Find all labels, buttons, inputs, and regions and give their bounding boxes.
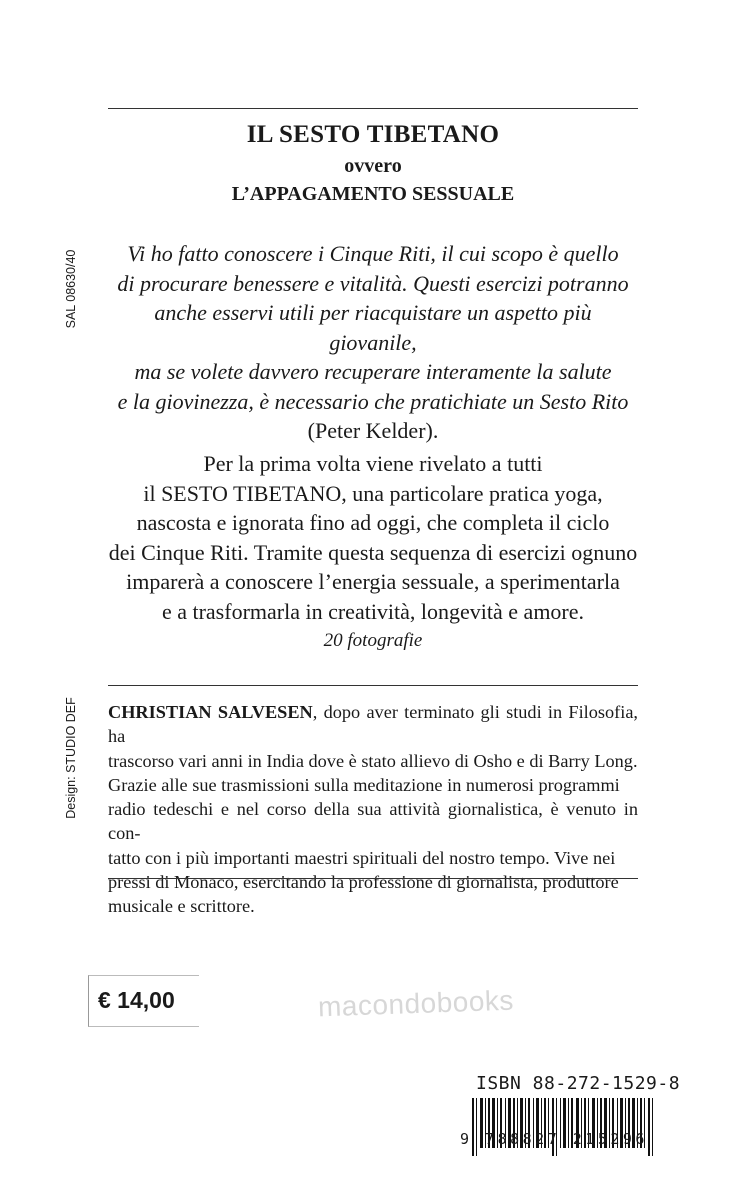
book-subtitle: L’APPAGAMENTO SESSUALE <box>231 183 515 205</box>
author-name: CHRISTIAN SALVESEN <box>108 702 313 722</box>
blurb-line: nascosta e ignorata fino ad oggi, che completa il ciclo <box>136 510 610 535</box>
quote-line: di procurare benessere e vitalità. Questi esercizi potranno <box>117 270 629 296</box>
bio-line: trascorso vari anni in India dove è stato allievo di Osho e di Barry Long. <box>108 750 638 771</box>
quote-line: e la giovinezza, è necessario che pratichiate un Sesto Rito <box>117 388 629 414</box>
title-block <box>108 118 638 208</box>
subtitle-connector: ovvero <box>344 155 402 177</box>
price-label: € 14,00 <box>98 987 175 1013</box>
top-rule <box>108 108 638 109</box>
bottom-rule <box>108 878 638 879</box>
catalog-code: SAL 08630/40 <box>64 249 78 329</box>
bio-line: musicale e scrittore. <box>108 896 255 917</box>
design-credit: Design: STUDIO DEF <box>64 697 78 819</box>
bio-line: , dopo aver terminato gli studi in Filosofia, ha <box>108 702 639 747</box>
blurb-line: Per la prima volta viene rivelato a tutti <box>203 451 543 476</box>
barcode-digits: 9 788827 215296 <box>460 1130 648 1148</box>
bio-line: radio tedeschi e nel corso della sua attività giornalistica, è venuto in con- <box>108 799 638 844</box>
quote-line: ma se volete davvero recuperare interamente la salute <box>134 359 612 384</box>
bio-line: pressi di Monaco, esercitando la professione di giornalista, produttore <box>108 872 619 893</box>
isbn-label: ISBN 88-272-1529-8 <box>476 1073 681 1094</box>
blurb-line: dei Cinque Riti. Tramite questa sequenza di esercizi ognuno <box>108 539 638 565</box>
blurb-block <box>108 449 638 656</box>
book-title: IL SESTO TIBETANO <box>246 121 500 148</box>
bio-line: Grazie alle sue trasmissioni sulla meditazione in numerosi programmi <box>108 774 620 795</box>
blurb-line: e a trasformarla in creatività, longevità e amore. <box>161 598 585 624</box>
quote-block <box>108 239 638 446</box>
author-bio <box>108 700 638 919</box>
blurb-line: imparerà a conoscere l’energia sessuale, a sperimentarla <box>126 569 620 594</box>
quote-attribution: (Peter Kelder). <box>307 418 439 443</box>
photo-count: 20 fotografie <box>323 630 423 651</box>
quote-line: Vi ho fatto conoscere i Cinque Riti, il cui scopo è quello <box>127 241 619 266</box>
bio-line: tatto con i più importanti maestri spirituali del nostro tempo. Vive nei <box>108 847 616 868</box>
bio-line-first <box>108 700 638 749</box>
middle-rule <box>108 685 638 686</box>
watermark: macondobooks <box>317 984 515 1023</box>
quote-line: anche esservi utili per riacquistare un aspetto più giovanile, <box>154 300 592 355</box>
blurb-line: il SESTO TIBETANO, una particolare pratica yoga, <box>143 480 603 506</box>
